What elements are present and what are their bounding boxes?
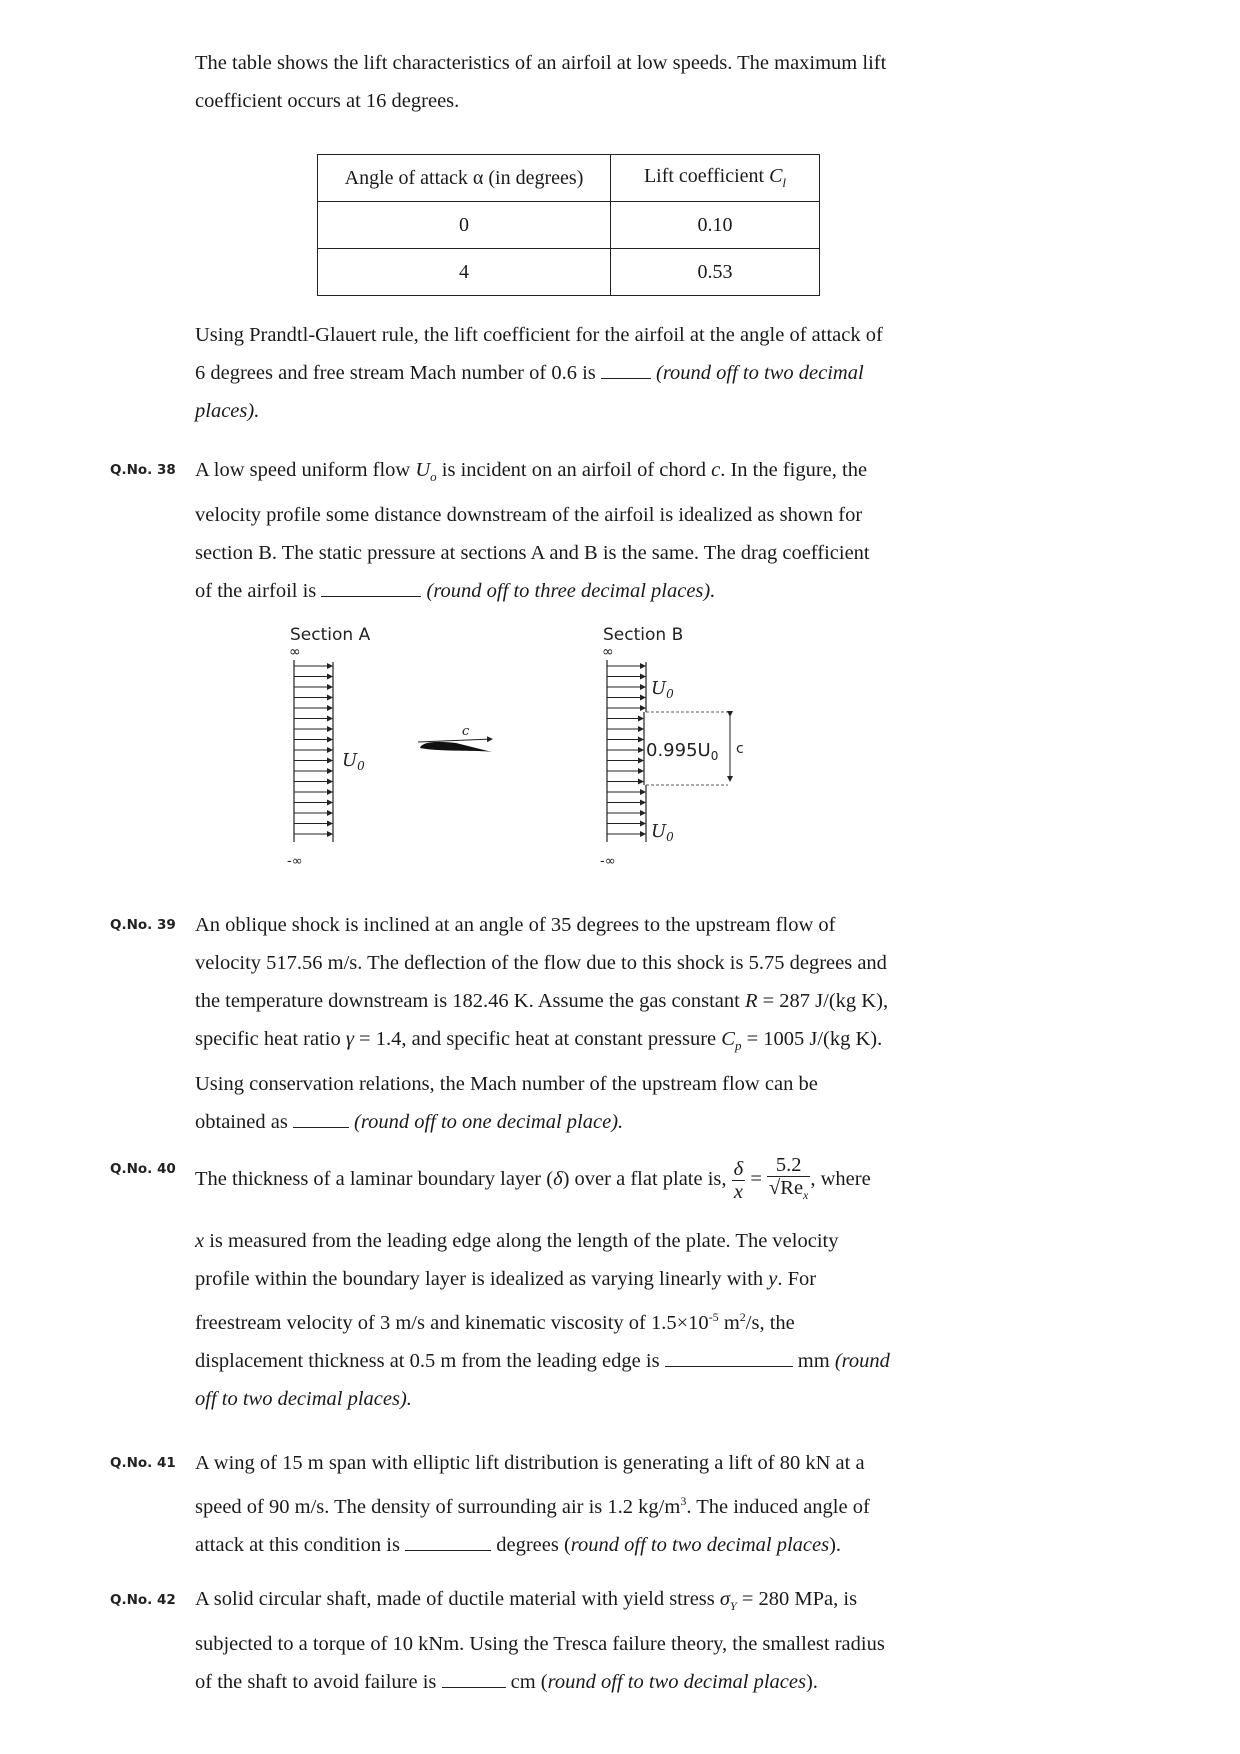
exponent: -5 [708, 1310, 719, 1324]
q38-line1-text3: . In the figure, the [720, 459, 868, 481]
question-number: Q.No. 38 [110, 462, 176, 478]
q37-body-line1: Using Prandtl-Glauert rule, the lift coefficient for the airfoil at the angle of attack of [195, 324, 883, 346]
q39-line3-text2: = 287 J/(kg K), [762, 990, 889, 1012]
airfoil-shape [420, 742, 492, 752]
u-symbol: U [415, 459, 431, 481]
q39-line5: Using conservation relations, the Mach number of the upstream flow can be [195, 1073, 818, 1096]
sigma-sub: Y [730, 1599, 737, 1614]
exponent: 2 [739, 1310, 746, 1324]
q37-body [195, 316, 955, 430]
fraction-denominator-sqrt: $√Re_x$ [769, 1177, 809, 1203]
cp-sub: p [734, 1038, 742, 1054]
lift-table [317, 154, 820, 296]
q40-line1-text: The thickness of a laminar boundary layer ( [195, 1168, 554, 1190]
q38-text [195, 451, 955, 610]
q40-unit: mm [797, 1349, 830, 1372]
q37-body-line2 [195, 354, 955, 392]
q39-line4-text3: = 1005 J/(kg K). [746, 1028, 883, 1050]
infinity-bottom-a: -∞ [287, 854, 303, 869]
q37-intro-line2: coefficient occurs at 16 degrees. [195, 90, 460, 112]
answer-blank [601, 358, 651, 380]
fraction-numerator: 5.2 [767, 1154, 810, 1177]
question-number: Q.No. 39 [110, 917, 176, 933]
chord-arrow [418, 739, 492, 742]
q40-line1-text2: ) over a flat plate is, [562, 1168, 727, 1190]
u0-label-b-top: $U_0$ [651, 678, 674, 701]
velocity-profile-figure [270, 620, 790, 880]
table-header-row [318, 155, 820, 202]
q40-round-note: (round [834, 1349, 890, 1372]
q39-round-note: (round off to one decimal place). [354, 1111, 624, 1134]
q40-line4 [195, 1298, 955, 1342]
q39-text [195, 906, 955, 1141]
q40-text [195, 1222, 955, 1418]
q41-line3-text2: degrees ( [496, 1533, 571, 1556]
q42-line1-text: A solid circular shaft, made of ductile material with yield stress [195, 1588, 715, 1610]
bl-fraction-left [732, 1158, 746, 1203]
q39-line4-text: specific heat ratio [195, 1028, 341, 1050]
reynolds-sub: x [803, 1188, 809, 1203]
q42-line3 [195, 1663, 955, 1701]
row-angle: 0 [318, 202, 611, 249]
header-lift [611, 155, 820, 202]
q40-line2 [195, 1222, 955, 1260]
infinity-top-b: ∞ [602, 644, 614, 660]
q38-line1-text: A low speed uniform flow [195, 459, 411, 481]
reynolds-symbol: Re [780, 1177, 804, 1200]
q39-line4-text2: = 1.4, and specific heat at constant pressure [359, 1028, 717, 1050]
q40-line1-text3: , where [810, 1168, 871, 1190]
answer-blank [293, 1107, 349, 1129]
q41-line2-text2: . The induced angle of [686, 1495, 870, 1518]
q40-line3-text: profile within the boundary layer is idealized as varying linearly with [195, 1268, 764, 1290]
header-lift-symbol: C [769, 165, 783, 187]
q39-line3 [195, 982, 955, 1020]
q41-text [195, 1444, 955, 1564]
q40-line2-text: is measured from the leading edge along the length of the plate. The velocity [209, 1230, 839, 1252]
q39-line6 [195, 1103, 955, 1141]
q42-text [195, 1580, 955, 1701]
q40-line4-unit: m [723, 1311, 740, 1334]
q40-line5-text: displacement thickness at 0.5 m from the leading edge is [195, 1349, 660, 1372]
answer-blank [665, 1345, 793, 1367]
question-number: Q.No. 42 [110, 1592, 176, 1608]
q39-line3-text: the temperature downstream is 182.46 K. Assume the gas constant [195, 990, 740, 1012]
q40-line3 [195, 1260, 955, 1298]
infinity-bottom-b: -∞ [600, 854, 616, 869]
header-angle: Angle of attack α (in degrees) [318, 155, 611, 202]
x-symbol: x [195, 1230, 205, 1252]
q41-line2 [195, 1482, 955, 1526]
q37-body-line3: places). [195, 400, 260, 422]
q42-line3-end: ). [805, 1671, 818, 1694]
q42-line1-text2: = 280 MPa, is [741, 1588, 858, 1610]
header-lift-text: Lift coefficient [643, 165, 765, 187]
answer-blank [405, 1529, 491, 1551]
table-row [318, 202, 820, 249]
q38-line2: velocity profile some distance downstream of the airfoil is idealized as shown for [195, 504, 863, 527]
y-symbol: y [768, 1268, 778, 1290]
sigma-symbol: σ [719, 1588, 731, 1610]
answer-blank [442, 1667, 506, 1689]
u-sub: o [430, 469, 437, 485]
q40-line4-text: freestream velocity of 3 m/s and kinematic viscosity of 1.5×10 [195, 1311, 709, 1334]
q37-round-note: (round off to two decimal [656, 362, 864, 384]
cp-symbol: C [721, 1028, 735, 1050]
c-symbol: c [711, 459, 721, 481]
section-a-label: Section A [290, 625, 371, 645]
q39-line6-text: obtained as [195, 1111, 288, 1134]
q41-line1: A wing of 15 m span with elliptic lift distribution is generating a lift of 80 kN at a [195, 1452, 865, 1474]
q42-line3-text2: cm ( [510, 1671, 548, 1694]
row-lift: 0.53 [611, 249, 820, 296]
row-lift: 0.10 [611, 202, 820, 249]
q40-line6: off to two decimal places). [195, 1387, 412, 1410]
q42-line1 [195, 1580, 955, 1625]
row-angle: 4 [318, 249, 611, 296]
infinity-top-a: ∞ [289, 644, 301, 660]
q38-round-note: (round off to three decimal places). [426, 580, 716, 603]
bl-fraction-right [767, 1154, 810, 1206]
q37-body-line2-text: 6 degrees and free stream Mach number of 0.6 is [195, 362, 596, 384]
q37-intro-line1: The table shows the lift characteristics of an airfoil at low speeds. The maximum lift [195, 52, 887, 74]
section-b-label: Section B [603, 625, 684, 645]
r-symbol: R [744, 990, 758, 1012]
q42-line3-text: of the shaft to avoid failure is [195, 1671, 437, 1694]
fraction-numerator: δ [733, 1157, 744, 1180]
q38-line4-text: of the airfoil is [195, 580, 317, 603]
q39-line2: velocity 517.56 m/s. The deflection of the flow due to this shock is 5.75 degrees and [195, 952, 887, 974]
chord-label: c [462, 724, 470, 739]
delta-symbol: δ [553, 1168, 563, 1190]
q39-line1: An oblique shock is inclined at an angle of 35 degrees to the upstream flow of [195, 914, 836, 936]
q38-line1 [195, 451, 955, 496]
answer-blank [321, 576, 421, 598]
u0-label-a: $U_0$ [342, 750, 365, 773]
q38-line3: section B. The static pressure at sections A and B is the same. The drag coefficient [195, 542, 870, 565]
question-number: Q.No. 40 [110, 1161, 176, 1177]
q38-line4 [195, 572, 955, 610]
table-row [318, 249, 820, 296]
deficit-velocity-label: $0.995U_0$ [646, 740, 719, 763]
q41-line3 [195, 1526, 955, 1564]
q39-line4 [195, 1020, 955, 1065]
exponent: 3 [680, 1494, 687, 1508]
fraction-denominator: x [733, 1180, 743, 1203]
q38-line1-text2: is incident on an airfoil of chord [441, 459, 706, 481]
wake-width-label: c [736, 741, 744, 757]
q40-line5 [195, 1342, 955, 1380]
q40-line3-text2: . For [777, 1268, 817, 1290]
section-b-arrows [607, 666, 645, 834]
header-lift-sub: l [782, 175, 787, 190]
q40-eq-line [195, 1152, 955, 1206]
q41-line3-end: ). [829, 1533, 842, 1556]
q41-line2-text: speed of 90 m/s. The density of surrounding air is 1.2 kg/m [195, 1495, 681, 1518]
q41-round-note: round off to two decimal places [570, 1533, 830, 1556]
u0-label-b-bottom: $U_0$ [651, 821, 674, 844]
gamma-symbol: γ [345, 1028, 354, 1050]
q42-round-note: round off to two decimal places [547, 1671, 806, 1694]
question-number: Q.No. 41 [110, 1455, 176, 1471]
section-a-arrows [294, 666, 332, 834]
q40-line4-text2: /s, the [745, 1311, 795, 1334]
q37-intro [195, 44, 955, 120]
q41-line3-text: attack at this condition is [195, 1533, 400, 1556]
equals-sign: = [750, 1168, 762, 1190]
q42-line2: subjected to a torque of 10 kNm. Using the Tresca failure theory, the smallest radius [195, 1633, 885, 1656]
